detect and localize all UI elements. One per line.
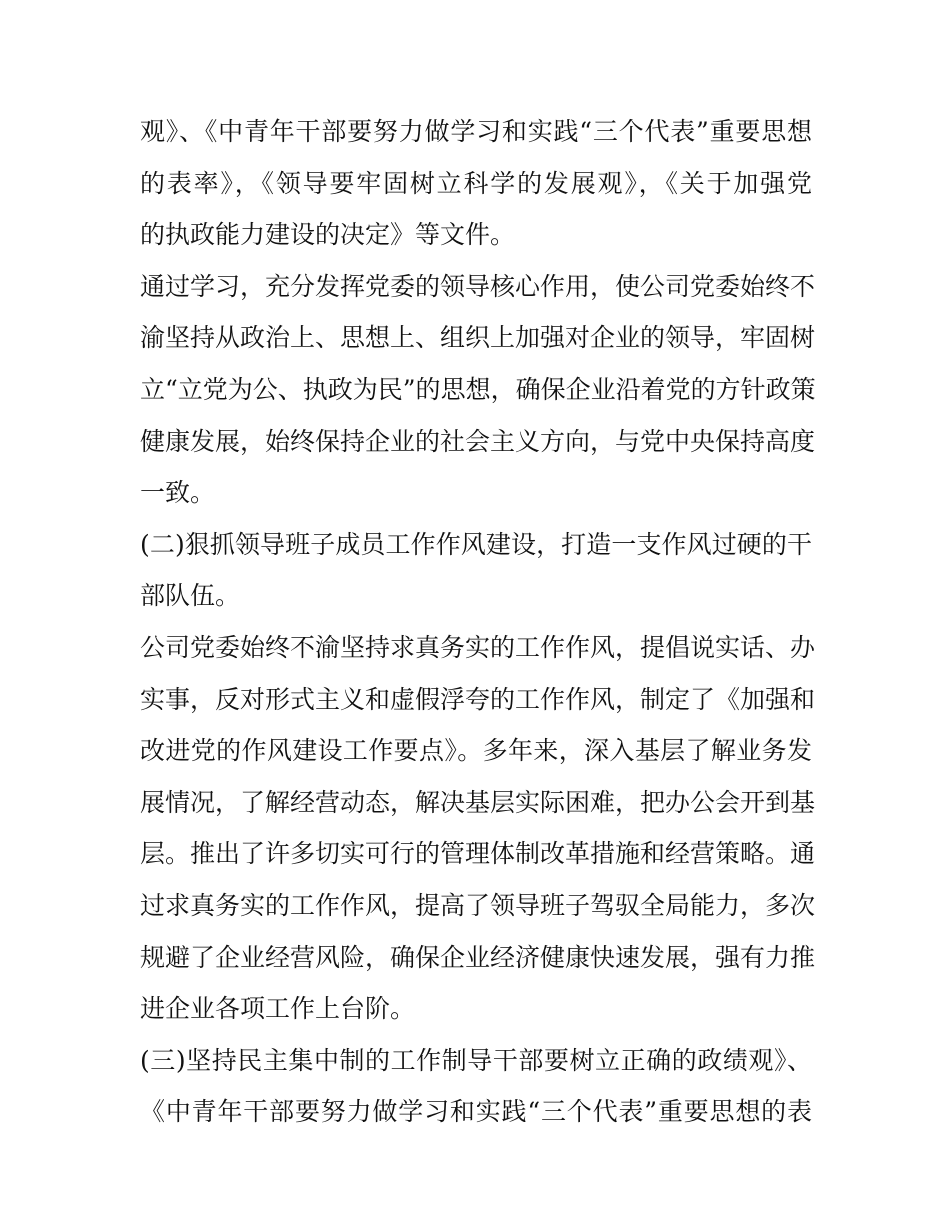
text-line: 部队伍。 [140, 581, 241, 611]
text-line: 过求真务实的工作作风，提高了领导班子驾驭全局能力，多次 [140, 890, 816, 920]
text-line: 实事，反对形式主义和虚假浮夸的工作作风，制定了《加强和 [140, 684, 816, 714]
text-line: 观》、《中青年干部要努力做学习和实践“三个代表”重要思想 [140, 117, 812, 146]
text-line: 的执政能力建设的决定》等文件。 [140, 220, 516, 250]
text-line: 展情况，了解经营动态，解决基层实际困难，把办公会开到基 [140, 787, 816, 817]
text-line: (二)狠抓领导班子成员工作作风建设，打造一支作风过硬的干 [140, 529, 812, 559]
text-line: 渝坚持从政治上、思想上、组织上加强对企业的领导，牢固树 [140, 323, 816, 353]
text-line: 规避了企业经营风险，确保企业经济健康快速发展，强有力推 [140, 942, 816, 972]
text-line: 健康发展，始终保持企业的社会主义方向，与党中央保持高度 [140, 426, 816, 456]
text-line: 层。推出了许多切实可行的管理体制改革措施和经营策略。通 [140, 839, 816, 869]
text-line: 一致。 [140, 478, 216, 508]
text-line: 公司党委始终不渝坚持求真务实的工作作风，提倡说实话、办 [140, 632, 816, 662]
text-line: 立“立党为公、执政为民”的思想，确保企业沿着党的方针政策 [140, 374, 816, 404]
text-line: 改进党的作风建设工作要点》。多年来，深入基层了解业务发 [140, 736, 812, 766]
text-line: 进企业各项工作上台阶。 [140, 994, 416, 1024]
text-line: 的表率》，《领导要牢固树立科学的发展观》，《关于加强党 [140, 168, 812, 198]
document-body [140, 106, 816, 1138]
text-line: 《中青年干部要努力做学习和实践“三个代表”重要思想的表 [140, 1097, 812, 1127]
text-line: 通过学习，充分发挥党委的领导核心作用，使公司党委始终不 [140, 271, 816, 301]
text-line: (三)坚持民主集中制的工作制导干部要树立正确的政绩观》、 [140, 1045, 812, 1075]
